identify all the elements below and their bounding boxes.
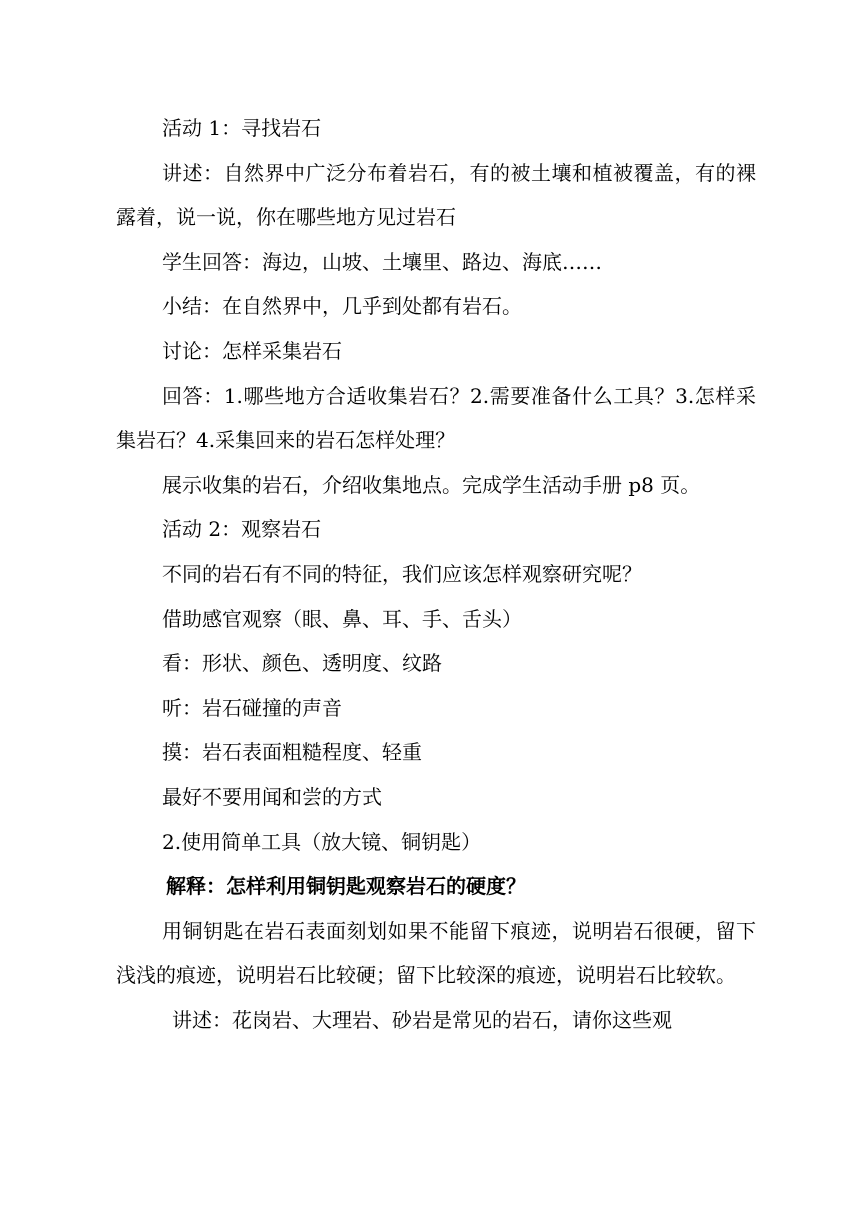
paragraph-narration-1: 讲述：自然界中广泛分布着岩石，有的被土壤和植被覆盖，有的裸露着，说一说，你在哪些地方见过岩石	[116, 160, 756, 230]
paragraph-senses: 借助感官观察（眼、鼻、耳、手、舌头）	[162, 606, 522, 631]
paragraph-summary: 小结：在自然界中，几乎到处都有岩石。	[162, 294, 522, 319]
paragraph-narration-2: 讲述：花岗岩、大理岩、砂岩是常见的岩石，请你这些观	[172, 1007, 672, 1032]
paragraph-display: 展示收集的岩石，介绍收集地点。完成学生活动手册 p8 页。	[162, 472, 701, 497]
paragraph-look: 看：形状、颜色、透明度、纹路	[162, 651, 442, 676]
paragraph-discussion: 讨论：怎样采集岩石	[162, 338, 342, 363]
paragraph-student-answer: 学生回答：海边，山坡、土壤里、路边、海底……	[162, 249, 602, 274]
paragraph-caution: 最好不要用闻和尝的方式	[162, 784, 382, 809]
paragraph-hardness: 用铜钥匙在岩石表面刻划如果不能留下痕迹，说明岩石很硬，留下浅浅的痕迹，说明岩石比较硬；留下比较深的痕迹，说明岩石比较软。	[116, 918, 756, 988]
document-page	[116, 106, 756, 1042]
heading-activity-1: 活动 1：寻找岩石	[162, 116, 322, 140]
paragraph-touch: 摸：岩石表面粗糙程度、轻重	[162, 740, 422, 765]
paragraph-question: 不同的岩石有不同的特征，我们应该怎样观察研究呢？	[162, 561, 642, 586]
paragraph-answer: 回答：1.哪些地方合适收集岩石？2.需要准备什么工具？3.怎样采集岩石？4.采集回来的岩石怎样处理？	[116, 383, 756, 453]
heading-activity-2: 活动 2：观察岩石	[162, 517, 322, 542]
paragraph-explain-heading: 解释：怎样利用铜钥匙观察岩石的硬度？	[166, 874, 526, 899]
paragraph-tools: 2.使用简单工具（放大镜、铜钥匙）	[162, 829, 482, 854]
paragraph-listen: 听：岩石碰撞的声音	[162, 695, 342, 720]
